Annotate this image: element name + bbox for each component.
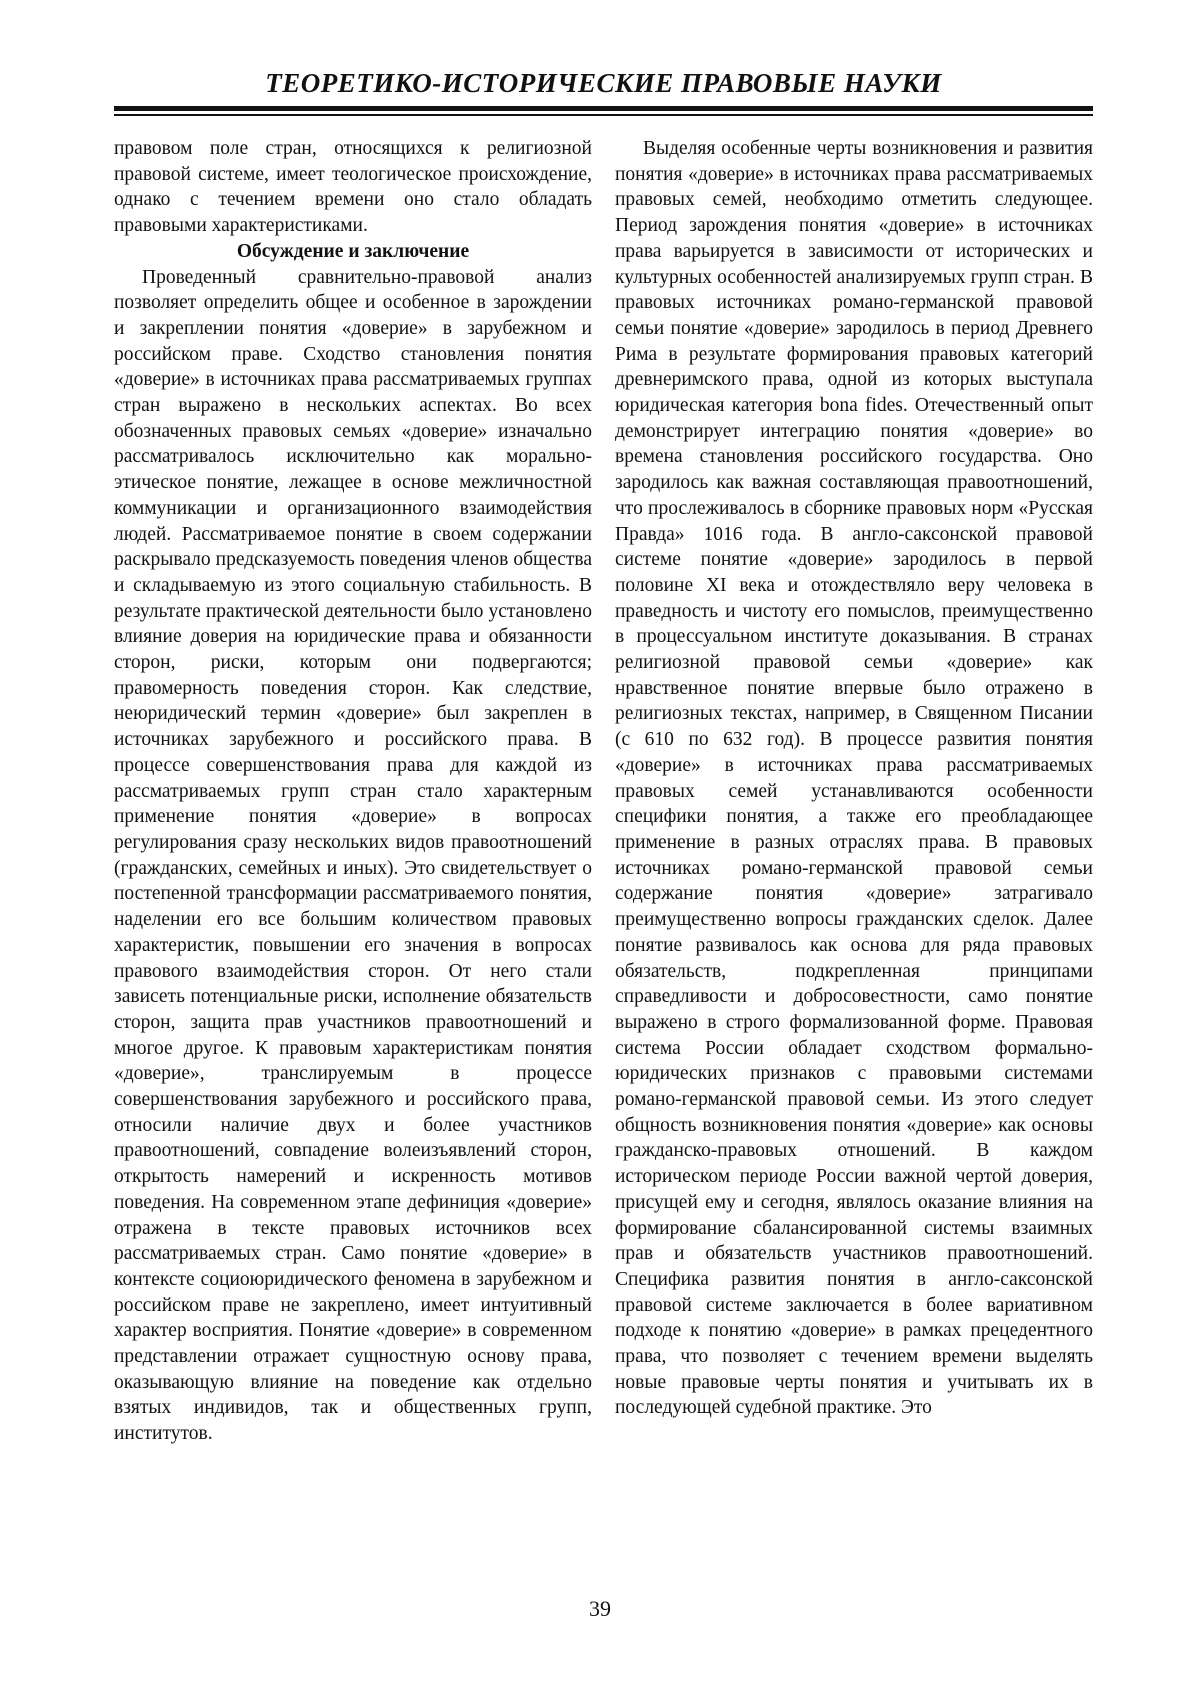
left-column [114,136,592,1447]
header-rule-thin [114,114,1093,116]
left-main-paragraph: Проведенный сравнительно-правовой анализ позволяет определить общее и особенное в зарождении и закреплении понятия «доверие» в зарубежном и российском праве. Сходство становления понятия «доверие» в источниках права рассматриваемых группах стран выражено в нескольких аспектах. Во всех обозначенных правовых семьях «доверие» изначально рассматривалось исключительно как морально-этическое понятие, лежащее в основе межличностной коммуникации и организационного взаимодействия людей. Рассматриваемое понятие в своем содержании раскрывало предсказуемость поведения членов общества и складываемую из этого социальную стабильность. В результате практической деятельности было установлено влияние доверия на юридические права и обязанности сторон, риски, которым они подвергаются; правомерность поведения сторон. Как следствие, неюридический термин «доверие» был закреплен в источниках зарубежного и российского права. В процессе совершенствования права для каждой из рассматриваемых групп стран стало характерным применение понятия «доверие» в вопросах регулирования сразу нескольких видов правоотношений (гражданских, семейных и иных). Это свидетельствует о постепенной трансформации рассматриваемого понятия, наделении его все большим количеством правовых характеристик, повышении его значения в вопросах правового взаимодействия сторон. От него стали зависеть потенциальные риски, исполнение обязательств сторон, защита прав участников правоотношений и многое другое. К правовым характеристикам понятия «доверие», транслируемым в процессе совершенствования зарубежного и российского права, относили наличие двух и более участников правоотношений, совпадение волеизъявлений сторон, открытость намерений и искренность мотивов поведения. На современном этапе дефиниция «доверие» отражена в тексте правовых источников всех рассматриваемых стран. Само понятие «доверие» в контексте социоюридического феномена в зарубежном и российском праве не закреплено, имеет интуитивный характер восприятия. Понятие «доверие» в современном представлении отражает сущностную основу права, оказывающую влияние на поведение как отдельно взятых индивидов, так и общественных групп, институтов. [114,266,592,1445]
section-subheading: Обсуждение и заключение [236,240,470,262]
right-column [615,136,1093,1421]
header-rule-thick [114,106,1093,111]
left-continued-paragraph: правовом поле стран, относящихся к религиозной правовой системе, имеет теологическое происхождение, однако с течением времени оно стало обладать правовыми характеристиками. [114,138,592,237]
running-header-title: ТЕОРЕТИКО-ИСТОРИЧЕСКИЕ ПРАВОВЫЕ НАУКИ [265,68,942,98]
page-number: 39 [589,1596,611,1621]
right-main-paragraph: Выделяя особенные черты возникновения и развития понятия «доверие» в источниках права рассматриваемых правовых семей, необходимо отметить следующее. Период зарождения понятия «доверие» в источниках права варьируется в зависимости от исторических и культурных особенностей анализируемых групп стран. В правовых источниках романо-германской правовой семьи понятие «доверие» зародилось в период Древнего Рима в результате формирования правовых категорий древнеримского права, одной из которых выступала юридическая категория bona fides. Отечественный опыт демонстрирует интеграцию понятия «доверие» во времена становления российского государства. Оно зародилось как важная составляющая правоотношений, что прослеживалось в сборнике правовых норм «Русская Правда» 1016 года. В англо-саксонской правовой системе понятие «доверие» зародилось в первой половине XI века и отождествляло веру человека в праведность и чистоту его помыслов, преимущественно в процессуальном институте доказывания. В странах религиозной правовой семьи «доверие» как нравственное понятие впервые было отражено в религиозных текстах, например, в Священном Писании (с 610 по 632 год). В процессе развития понятия «доверие» в источниках права рассматриваемых правовых семей устанавливаются особенности специфики понятия, а также его преобладающее применение в разных отраслях права. В правовых источниках романо-германской правовой семьи содержание понятия «доверие» затрагивало преимущественно вопросы гражданских сделок. Далее понятие развивалось как основа для ряда правовых обязательств, подкрепленная принципами справедливости и добросовестности, само понятие выражено в строго формализованной форме. Правовая система России обладает сходством формально-юридических признаков с правовыми системами романо-германской правовой семьи. Из этого следует общность возникновения понятия «доверие» как основы гражданско-правовых отношений. В каждом историческом периоде России важной чертой доверия, присущей ему и сегодня, являлось оказание влияния на формирование сбалансированной системы взаимных прав и обязательств участников правоотношений. Специфика развития понятия в англо-саксонской правовой системе заключается в более вариативном подходе к понятию «доверие» в рамках прецедентного права, что позволяет с течением времени выделять новые правовые черты понятия и учитывать их в последующей судебной практике. Это [615,138,1093,1419]
